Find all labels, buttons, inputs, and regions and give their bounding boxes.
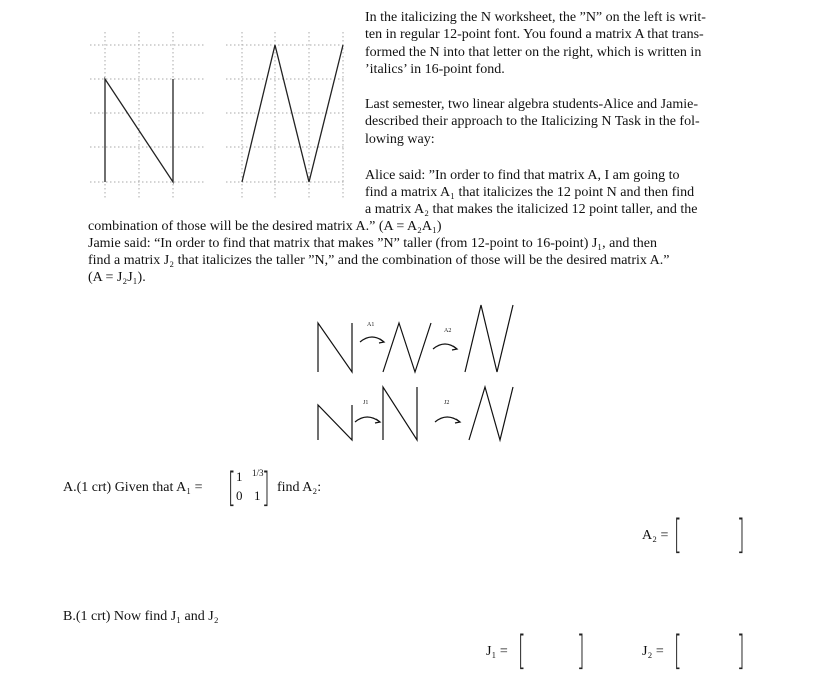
a2-answer-label: A₂ =	[642, 528, 669, 543]
alice-line: a matrix A₂ that makes the italicized 12 point taller, and the	[365, 202, 698, 217]
approach-line: described their approach to the Italicizing N Task in the fol-	[365, 114, 700, 129]
grid-regular-n	[90, 32, 205, 198]
regular-n-letter	[105, 79, 173, 182]
intro-line: ten in regular 12-point font. You found a matrix A that trans-	[365, 27, 704, 42]
approach-line: Last semester, two linear algebra students-Alice and Jamie-	[365, 97, 698, 112]
approach-line: lowing way:	[365, 132, 435, 147]
body-line: combination of those will be the desired matrix A.” (A = A₂A₁)	[88, 219, 442, 234]
italic-n-letter	[242, 45, 343, 182]
label-a2: A2	[444, 328, 452, 334]
label-j1: J1	[363, 400, 369, 406]
question-a-prefix: A.(1 crt) Given that A₁ =	[63, 480, 203, 495]
body-line: Jamie said: “In order to find that matrix that makes ”N” taller (from 12-point to 16-point) J₁, and then	[88, 236, 658, 251]
intro-line: ’italics’ in 16-point fond.	[365, 62, 505, 77]
body-line: find a matrix J₂ that italicizes the taller ”N,” and the combination of those will be the desired matrix A.”	[88, 253, 670, 268]
j1-answer-label: J₁ =	[486, 644, 508, 659]
worksheet-page: A1 A2 J1 J2 In the italicizing the N worksheet, the ”N” on the left is writ- ten in regular 12-point font. You found a matrix A that trans- formed the N into that letter on the right, which is written in ’italics’ in 16-point fond. Last semester, two linear algebra students-Alice and Jamie- described their approach to the Italicizing N Task in the fol- lowing way: Alice said: ”In order to find that matrix A, I am going to find a matrix A₁ that italicizes the 12 point N and then find a matrix A₂ that makes the italicized 12 point taller, and the combination of those will be the desired matrix A.” (A = A₂A₁) Jamie said: “In order to find that matrix that makes ”N” taller (from 12-point to 16-point) J₁, and then find a matrix J₂ that italicizes the taller ”N,” and the combination of those will be the desired matrix A.” (A = J₂J₁). A.(1 crt) Given that A₁ = [ 1 1/3 0 1 ] find A₂: A₂ = [ ] B.(1 crt) Now find J₁ and J₂ J₁ = [ ] J₂ = [ ]	[0, 0, 820, 696]
question-a-suffix: find A₂:	[277, 480, 322, 495]
question-b-text: B.(1 crt) Now find J₁ and J₂	[63, 609, 219, 624]
body-line: (A = J₂J₁).	[88, 270, 146, 285]
transform-diagram	[318, 305, 513, 440]
alice-line: Alice said: ”In order to find that matrix A, I am going to	[365, 168, 680, 183]
label-j2: J2	[444, 400, 450, 406]
matrix-cell: 1/3	[252, 468, 264, 478]
matrix-cell: 0	[236, 488, 243, 503]
alice-line: find a matrix A₁ that italicizes the 12 point N and then find	[365, 185, 695, 200]
intro-line: In the italicizing the N worksheet, the ”N” on the left is writ-	[365, 10, 706, 25]
matrix-cell: 1	[236, 469, 243, 484]
matrix-cell: 1	[254, 488, 261, 503]
intro-line: formed the N into that letter on the right, which is written in	[365, 45, 702, 60]
label-a1: A1	[367, 322, 375, 328]
j2-answer-label: J₂ =	[642, 644, 664, 659]
